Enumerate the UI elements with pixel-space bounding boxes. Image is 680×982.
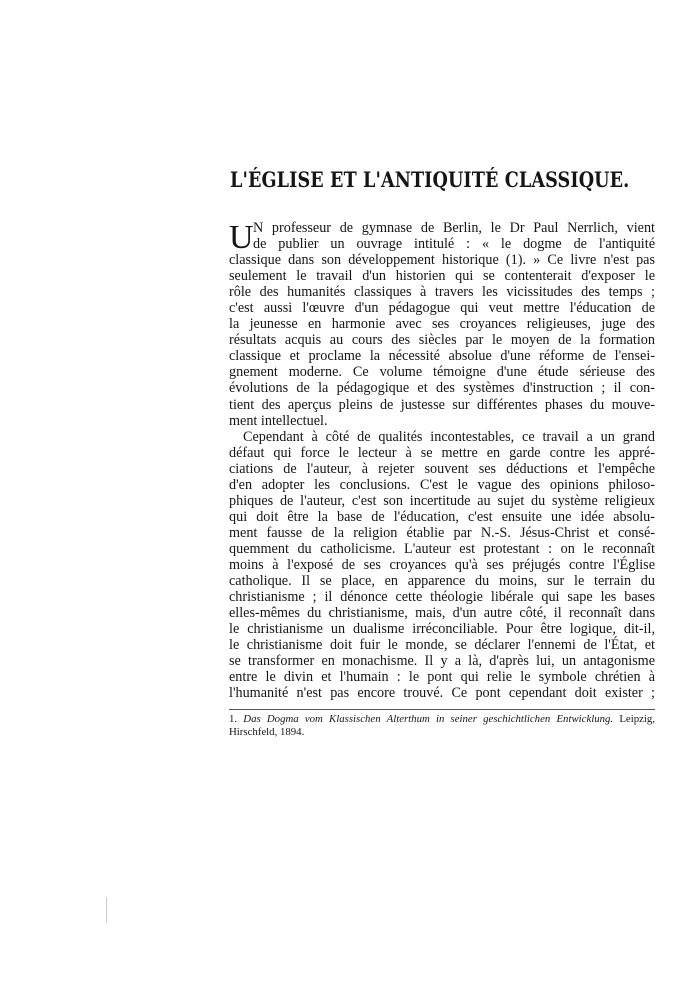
paragraph-1 bbox=[229, 220, 655, 429]
text-line: catholique. Il se place, en apparence du moins, sur le terrain du bbox=[229, 573, 655, 590]
text-line: résultats acquis au cours des siècles par le moyen de la formation bbox=[229, 332, 655, 349]
text-line: se transformer en monachisme. Il y a là, d'après lui, un antagonisme bbox=[229, 653, 655, 670]
chapter-title: L'ÉGLISE ET L'ANTIQUITÉ CLASSIQUE. bbox=[230, 167, 630, 192]
text-line: le christianisme doit fuir le monde, se déclarer l'ennemi de l'État, et bbox=[229, 637, 655, 654]
text-line: entre le divin et l'humain : le pont qui relie le symbole chrétien à bbox=[229, 669, 655, 686]
text-line: christianisme ; il dénonce cette théologie libérale qui sape les bases bbox=[229, 589, 655, 606]
text-line: le christianisme un dualisme irréconciliable. Pour être logique, dit-il, bbox=[229, 621, 655, 638]
paragraph-2 bbox=[229, 429, 655, 702]
footnote-title: Das Dogma vom Klassischen Alterthum in seiner geschichtlichen Entwicklung. bbox=[243, 713, 614, 725]
text-line: qui doit être la base de l'éducation, c'est ensuite une idée absolu- bbox=[229, 508, 655, 525]
text-line: d'en adopter les conclusions. C'est le vague des opinions philoso- bbox=[229, 476, 655, 493]
text-line: rôle des humanités classiques à travers les vicissitudes des temps ; bbox=[229, 284, 655, 301]
text-line: Cependant à côté de qualités incontestables, ce travail a un grand bbox=[243, 428, 655, 445]
footnote-number: 1. bbox=[229, 713, 238, 725]
text-line: défaut qui force le lecteur à se mettre en garde contre les appré- bbox=[229, 444, 655, 461]
drop-cap: U bbox=[229, 219, 254, 256]
text-line: évolutions de la pédagogique et des systèmes d'instruction ; il con- bbox=[229, 380, 655, 397]
text-line: N professeur de gymnase de Berlin, le Dr Paul Nerrlich, vient bbox=[253, 220, 655, 236]
text-line: l'humanité n'est pas encore trouvé. Ce pont cependant doit exister ; bbox=[229, 685, 655, 702]
text-line: la jeunesse en harmonie avec ses croyances religieuses, juge des bbox=[229, 316, 655, 333]
text-line: c'est aussi l'œuvre d'un pédagogue qui veut mettre l'éducation de bbox=[229, 300, 655, 317]
text-line: classique et proclame la nécessité absolue d'une réforme de l'ensei- bbox=[229, 348, 655, 365]
text-line: classique dans son développement historique (1). » Ce livre n'est pas bbox=[229, 252, 655, 269]
text-line: phiques de l'auteur, c'est son incertitude au sujet du système religieux bbox=[229, 492, 655, 509]
footnote-rule bbox=[229, 709, 655, 710]
body-text bbox=[229, 220, 655, 701]
footnote bbox=[229, 713, 655, 739]
text-line: gnement moderne. Ce volume témoigne d'une étude sérieuse des bbox=[229, 364, 655, 381]
text-line: seulement le travail d'un historien qui se contenterait d'exposer le bbox=[229, 268, 655, 285]
text-line: ment fausse de la religion établie par N.-S. Jésus-Christ et consé- bbox=[229, 524, 655, 541]
text-line: ciations de l'auteur, à rejeter souvent ses déductions et l'empêche bbox=[229, 460, 655, 477]
footnote-line bbox=[229, 713, 655, 726]
footnote-place: Leipzig, bbox=[619, 713, 655, 725]
text-line: moins à l'exposé de ses croyances qu'à ses préjugés contre l'Église bbox=[229, 556, 655, 573]
scan-mark bbox=[106, 897, 107, 923]
text-line: quemment du catholicisme. L'auteur est protestant : on le reconnaît bbox=[229, 540, 655, 557]
text-line: elles-mêmes du christianisme, mais, d'un autre côté, il reconnaît dans bbox=[229, 605, 655, 622]
text-line: ment intellectuel. bbox=[229, 412, 328, 429]
text-line: tient des aperçus pleins de justesse sur différentes phases du mouve- bbox=[229, 396, 655, 413]
text-line: de publier un ouvrage intitulé : « le dogme de l'antiquité bbox=[253, 236, 655, 253]
footnote-publisher: Hirschfeld, 1894. bbox=[229, 726, 305, 738]
